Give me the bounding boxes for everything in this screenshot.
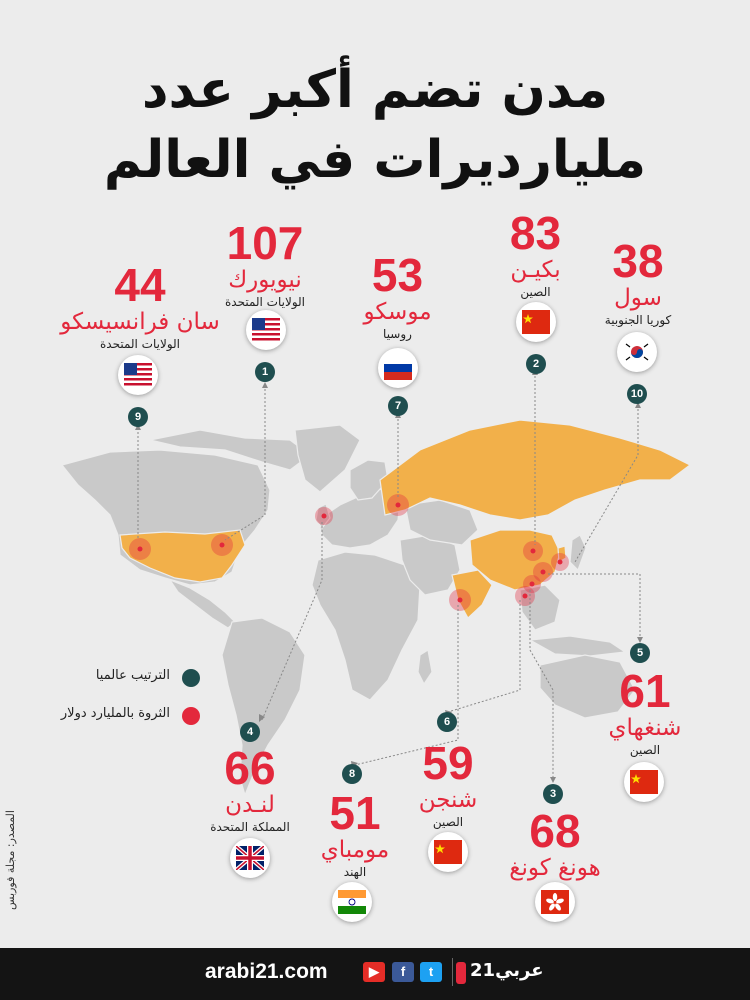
russia-flag-icon [378,348,418,388]
city-card-shanghai [595,665,695,758]
city-card-beijing [478,207,593,300]
usa-flag-icon [118,355,158,395]
city-card-sanfrancisco [45,259,235,352]
marker-hongkong [530,582,535,587]
footer-divider [452,958,453,986]
rank-badge: 10 [627,384,647,404]
hongkong-flag-icon [535,882,575,922]
marker-seoul [558,560,563,565]
map-central-america [170,580,235,628]
marker-shenzhen [523,594,528,599]
city-card-seoul [588,235,688,328]
leader-line-shanghai [548,574,640,640]
rank-badge: 2 [526,354,546,374]
rank-badge: 8 [342,764,362,784]
rank-badge: 4 [240,722,260,742]
city-card-london [190,742,310,835]
china-flag-icon [624,762,664,802]
city-country: الولايات المتحدة [99,337,181,351]
china-flag-icon [516,302,556,342]
city-name: شنجن [418,787,478,813]
map-indonesia [530,636,625,656]
city-value: 38 [612,235,664,287]
city-name: موسكو [363,299,432,325]
city-value: 61 [619,665,671,717]
city-name: مومباي [320,837,390,863]
city-name: لنـدن [225,792,275,818]
city-value: 68 [529,805,581,857]
map-africa [312,552,420,700]
city-country: المملكة المتحدة [210,820,290,834]
city-name: شنغهاي [608,715,682,741]
city-value: 107 [226,217,304,269]
map-madagascar [418,650,432,684]
twitter-icon[interactable]: t [420,962,442,982]
usa-flag-icon [246,310,286,350]
china-flag-icon [428,832,468,872]
city-value: 83 [509,207,562,259]
marker-shanghai [541,570,546,575]
city-value: 53 [371,249,424,301]
city-country: الهند [343,865,367,879]
city-value: 44 [114,259,166,311]
marker-newyork [220,543,225,548]
india-flag-icon [332,882,372,922]
rank-badge: 1 [255,362,275,382]
uk-flag-icon [230,838,270,878]
city-country: الصين [629,743,661,757]
footer-bar [0,948,750,1000]
marker-london [322,514,327,519]
city-name: بكيـن [510,257,561,283]
city-card-shenzhen [398,737,498,830]
city-country: روسيا [383,327,412,341]
map-japan [570,535,586,570]
legend-rank-dot [182,669,200,687]
city-value: 51 [329,787,381,839]
rank-badge: 6 [437,712,457,732]
youtube-icon[interactable]: ▶ [363,962,385,982]
marker-moscow [396,503,401,508]
site-url[interactable]: arabi21.com [205,960,328,983]
korea-flag-icon [617,332,657,372]
city-name: سان فرانسيسكو [60,309,220,335]
brand-logo: عربي21 [470,960,544,981]
city-country: الولايات المتحدة [224,295,306,309]
legend-rank-label: الترتيب عالميا [95,668,170,683]
brand-mark-icon [456,962,466,984]
marker-mumbai [458,598,463,603]
city-country: الصين [520,285,551,299]
city-value: 59 [422,737,474,789]
facebook-icon[interactable]: f [392,962,414,982]
legend-wealth-label: الثروة بالمليارد دولار [60,706,170,721]
rank-badge: 5 [630,643,650,663]
legend [40,668,200,728]
city-card-mumbai [300,787,410,880]
city-country: كوريا الجنوبية [604,313,672,327]
rank-badge: 9 [128,407,148,427]
leader-line-shenzhen [448,600,520,712]
source-text: المصدر: مجلة فوربس [4,810,17,910]
city-value: 66 [224,742,276,794]
city-name: هونغ كونغ [509,855,601,881]
city-country: الصين [432,815,464,829]
city-name: نيويورك [228,267,302,293]
city-name: سول [614,285,662,311]
marker-beijing [531,549,536,554]
legend-wealth-dot [182,707,200,725]
city-card-hongkong [495,805,615,882]
marker-sanfrancisco [138,547,143,552]
rank-badge: 7 [388,396,408,416]
rank-badge: 3 [543,784,563,804]
title-line-1: مدن تضم أكبر عدد [141,60,609,120]
city-card-moscow [340,249,455,342]
source-note [4,760,24,920]
title-line-2: مليارديرات في العالم [103,130,647,190]
